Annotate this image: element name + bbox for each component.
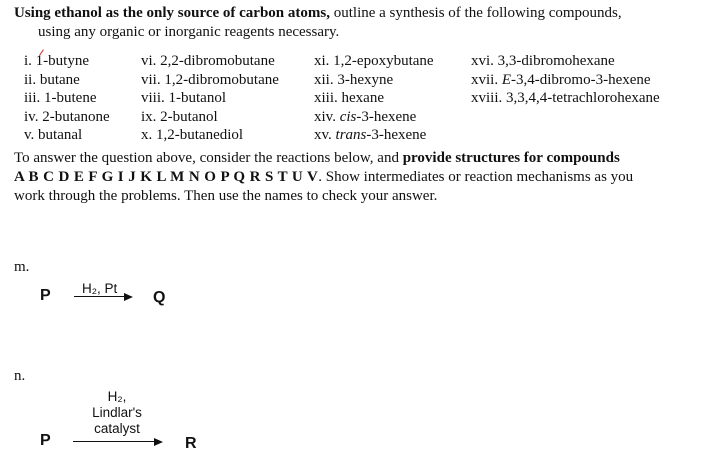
compound-list-col-1 — [24, 52, 110, 145]
compound-item: iii. 1-butene — [24, 90, 97, 106]
compound-item: xvi. 3,3-dibromohexane — [471, 53, 615, 69]
compound-list-col-2 — [141, 52, 279, 145]
product-q: Q — [153, 289, 166, 306]
compound-item: xiii. hexane — [314, 90, 384, 106]
reaction-arrow — [74, 296, 131, 297]
compound-item: vii. 1,2-dibromobutane — [141, 71, 279, 88]
reaction-label-m: m. — [14, 259, 30, 275]
compound-item: i. 1-butyne — [24, 53, 89, 69]
intro-line-1 — [14, 4, 622, 23]
reaction-arrow — [73, 441, 161, 442]
instructions-line-3: work through the problems. Then use the names to check your answer. — [14, 188, 438, 204]
instructions-line-2: A B C D E F G I J K L M N O P Q R S T U V. Show intermediates or reaction mechanisms as you — [14, 169, 634, 185]
compound-list-col-3 — [314, 52, 434, 145]
compound-item: ix. 2-butanol — [141, 108, 218, 125]
instructions-line-1: To answer the question above, consider the reactions below, and provide structures for compounds — [14, 150, 620, 166]
intro-rest: outline a synthesis of the following compounds, — [329, 5, 622, 21]
compound-list-col-4 — [471, 52, 660, 108]
compound-item: xi. 1,2-epoxybutane — [314, 53, 434, 69]
reactant-p: P — [40, 287, 51, 304]
reaction-label-n: n. — [14, 368, 26, 384]
intro — [14, 4, 622, 42]
instructions — [14, 149, 633, 206]
compound-item-trans: xv. trans-3-hexene — [314, 127, 427, 143]
reagent-lindlar: H₂, Lindlar's catalyst — [92, 389, 142, 436]
intro-line-2: using any organic or inorganic reagents necessary. — [38, 24, 340, 40]
compound-item: viii. 1-butanol — [141, 90, 226, 106]
intro-bold-lead: Using ethanol as the only source of carbon atoms, — [14, 5, 330, 21]
compound-item-cis: xiv. cis-3-hexene — [314, 108, 417, 125]
compound-item: x. 1,2-butanediol — [141, 127, 244, 143]
compound-item-e: xvii. E-3,4-dibromo-3-hexene — [471, 71, 651, 88]
product-r: R — [185, 435, 197, 452]
compound-item: iv. 2-butanone — [24, 108, 110, 125]
compound-item: xii. 3-hexyne — [314, 71, 394, 88]
reactant-p: P — [40, 432, 51, 449]
compound-item: ii. butane — [24, 71, 80, 88]
reagent-h2-pt: H₂, Pt — [82, 281, 118, 296]
compound-item: vi. 2,2-dibromobutane — [141, 53, 275, 69]
compound-item: v. butanal — [24, 127, 83, 143]
compound-item: xviii. 3,3,4,4-tetrachlorohexane — [471, 90, 660, 106]
